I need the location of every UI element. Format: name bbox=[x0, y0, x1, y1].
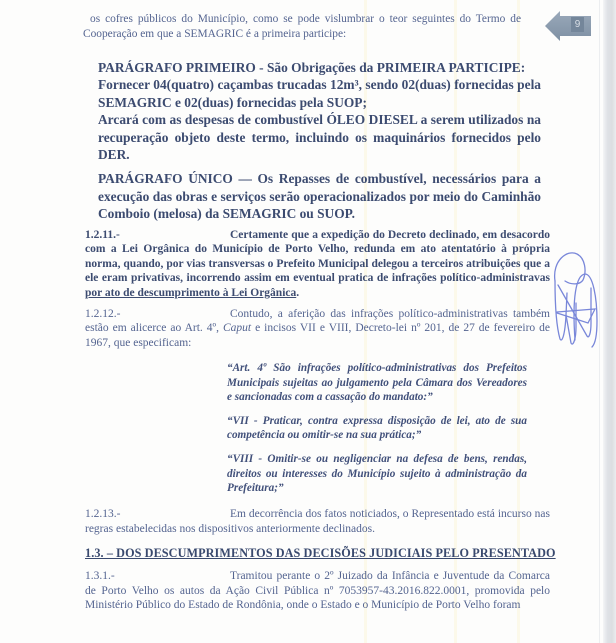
clause-number: 1.2.12.- bbox=[85, 307, 121, 320]
paragrafo-primeiro-item2: Arcará com as despesas de combustível ÓLEO DIESEL a serem utilizados na recuperação objeto deste termo, incluindo os maquinários fornecidos pelo DER. bbox=[98, 112, 541, 163]
document-body bbox=[83, 12, 556, 613]
page-number-marker bbox=[545, 11, 593, 42]
quote-art4: “Art. 4º São infrações político-administrativas dos Prefeitos Municipais sujeitas ao julgamento pela Câmara dos Vereadores e sancionadas com a cassação do mandato:” bbox=[227, 362, 527, 403]
clause-text: Tramitou perante o 2º Juizado da Infância e Juventude da Comarca de Porto Velho os autos da Ação Civil Pública nº 7053957-43.2016.822.0001, promovida pelo Ministério Público do Estado de Rondônia, onde o Estado e o Município de Porto Velho foram bbox=[85, 570, 550, 612]
paragrafo-primeiro-block bbox=[98, 59, 541, 163]
paragrafo-unico-text: PARÁGRAFO ÚNICO — Os Repasses de combustível, necessários para a execução das obras e serviços serão operacionalizados por meio do Caminhão Comboio (melosa) da SEMAGRIC ou SUOP. bbox=[98, 171, 541, 222]
clause-text: Em decorrência dos fatos noticiados, o Representado está incurso nas regras estabelecidas nos dispositivos anteriormente declinados. bbox=[85, 508, 550, 535]
paragrafo-primeiro-item1: Fornecer 04(quatro) caçambas trucadas 12m³, sendo 02(duas) fornecidas pela SEMAGRIC e 02(duas) fornecidas pela SUOP; bbox=[98, 77, 541, 110]
clause-text-tail: e incisos VII e VIII, Decreto-lei nº 201, de 27 de fevereiro de 1967, que especificam: bbox=[85, 322, 550, 349]
signature-scribble-icon bbox=[543, 243, 616, 358]
clause-1-2-13 bbox=[85, 507, 550, 536]
quote-inciso-vii: “VII - Praticar, contra expressa disposição de lei, ato de sua competência ou omitir-se na sua prática;” bbox=[227, 415, 527, 442]
clause-text: Certamente que a expedição do Decreto declinado, em desacordo com a Lei Orgânica do Município de Porto Velho, redunda em ato atentatório à própria norma, quando, por vias transversas o Prefeito Municipal delegou a terceiros atribuições que a ele eram privativas, incorrendo assim em eventual pratica de infrações político-administravas bbox=[85, 228, 550, 285]
clause-1-2-11 bbox=[85, 228, 550, 301]
section-1-3-heading: 1.3. – DOS DESCUMPRIMENTOS DAS DECISÕES JUDICIAIS PELO PRESENTADO bbox=[85, 546, 556, 561]
quote-inciso-viii: “VIII - Omitir-se ou negligenciar na defesa de bens, rendas, direitos ou interesses do Município sujeito à administração da Prefeitura;” bbox=[227, 453, 527, 494]
italic-term: Caput bbox=[222, 322, 252, 335]
clause-number: 1.2.13.- bbox=[85, 508, 121, 521]
clause-text-tail: . bbox=[296, 287, 300, 300]
left-arrow-icon bbox=[545, 11, 593, 42]
clause-1-3-1 bbox=[85, 569, 550, 613]
intro-paragraph: os cofres públicos do Município, como se pode vislumbrar o teor seguintes do Termo de Cooperação em que a SEMAGRIC é a primeira participe: bbox=[83, 13, 521, 40]
legal-quotes-block bbox=[227, 361, 527, 495]
clause-number: 1.2.11.- bbox=[85, 228, 120, 241]
underlined-phrase: por ato de descumprimento à Lei Orgânica bbox=[85, 287, 297, 300]
clause-number: 1.3.1.- bbox=[85, 570, 115, 583]
clause-1-2-12 bbox=[85, 307, 550, 351]
paragrafo-primeiro-title: PARÁGRAFO PRIMEIRO - São Obrigações da PRIMEIRA PARTICIPE: bbox=[98, 60, 526, 75]
clause-text: Contudo, a aferição das infrações político-administrativas também estão em alicerce ao Art. 4º, bbox=[85, 307, 550, 335]
paragrafo-unico-block bbox=[98, 170, 541, 222]
page-number: 9 bbox=[571, 17, 584, 32]
